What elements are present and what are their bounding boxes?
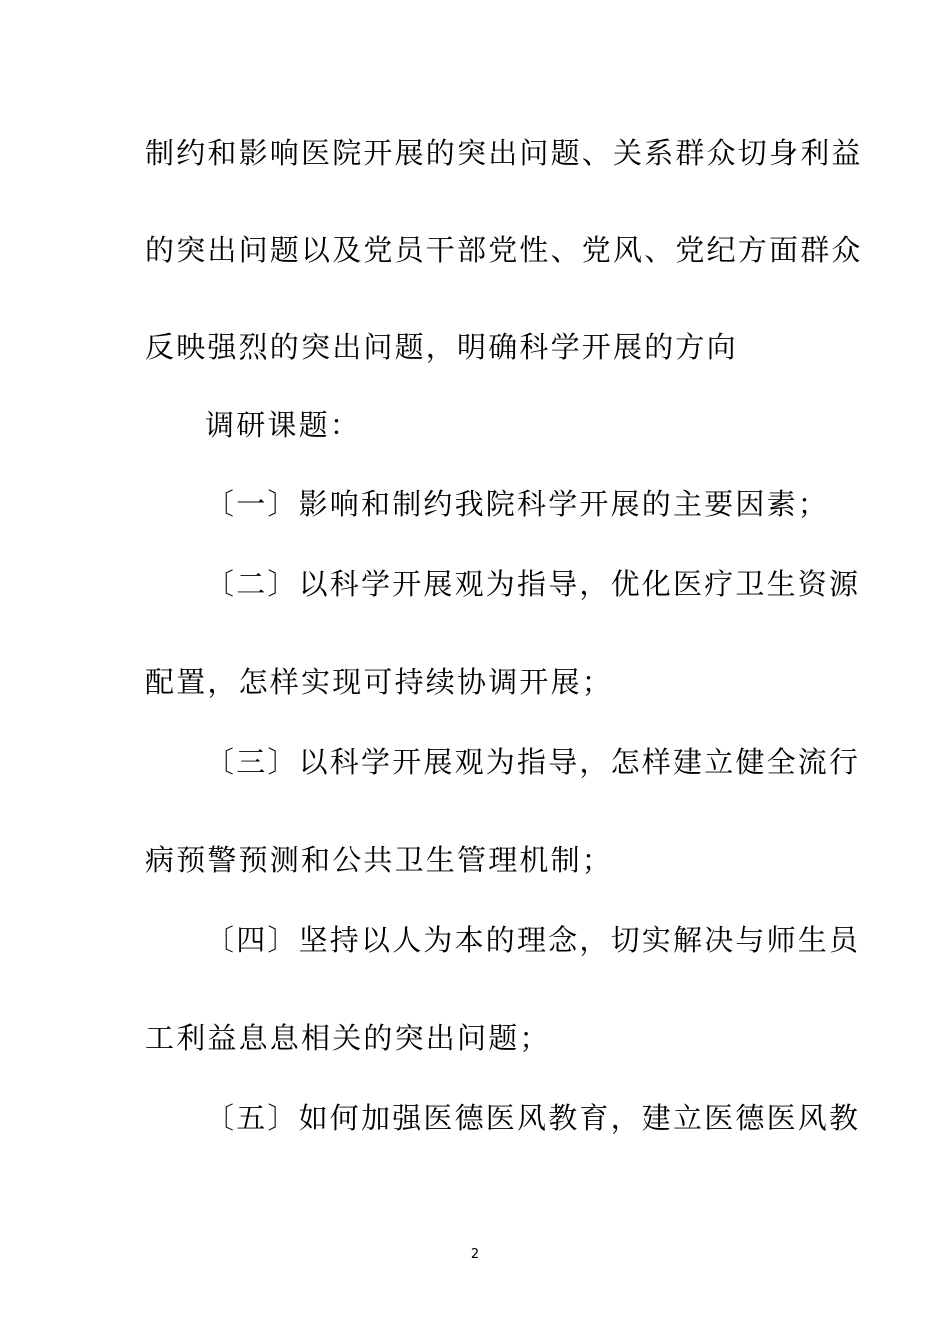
paragraph-line-3: 反映强烈的突出问题，明确科学开展的方向	[145, 330, 738, 364]
list-item-3-line-1: 〔三〕以科学开展观为指导，怎样建立健全流行	[205, 745, 861, 779]
page-number: 2	[470, 1247, 480, 1262]
list-item-2-line-2: 配置，怎样实现可持续协调开展；	[145, 665, 614, 699]
list-item-2-line-1: 〔二〕以科学开展观为指导，优化医疗卫生资源	[205, 567, 861, 601]
list-item-3-line-2: 病预警预测和公共卫生管理机制；	[145, 843, 614, 877]
list-item-4-line-2: 工利益息息相关的突出问题；	[145, 1021, 551, 1055]
paragraph-line-1: 制约和影响医院开展的突出问题、关系群众切身利益	[145, 136, 863, 170]
list-item-1: 〔一〕影响和制约我院科学开展的主要因素；	[205, 487, 830, 521]
list-item-4-line-1: 〔四〕坚持以人为本的理念，切实解决与师生员	[205, 923, 861, 957]
paragraph-line-2: 的突出问题以及党员干部党性、党风、党纪方面群众	[145, 233, 863, 267]
section-heading: 调研课题：	[205, 408, 362, 442]
list-item-5-line-1: 〔五〕如何加强医德医风教育，建立医德医风教	[205, 1101, 861, 1135]
